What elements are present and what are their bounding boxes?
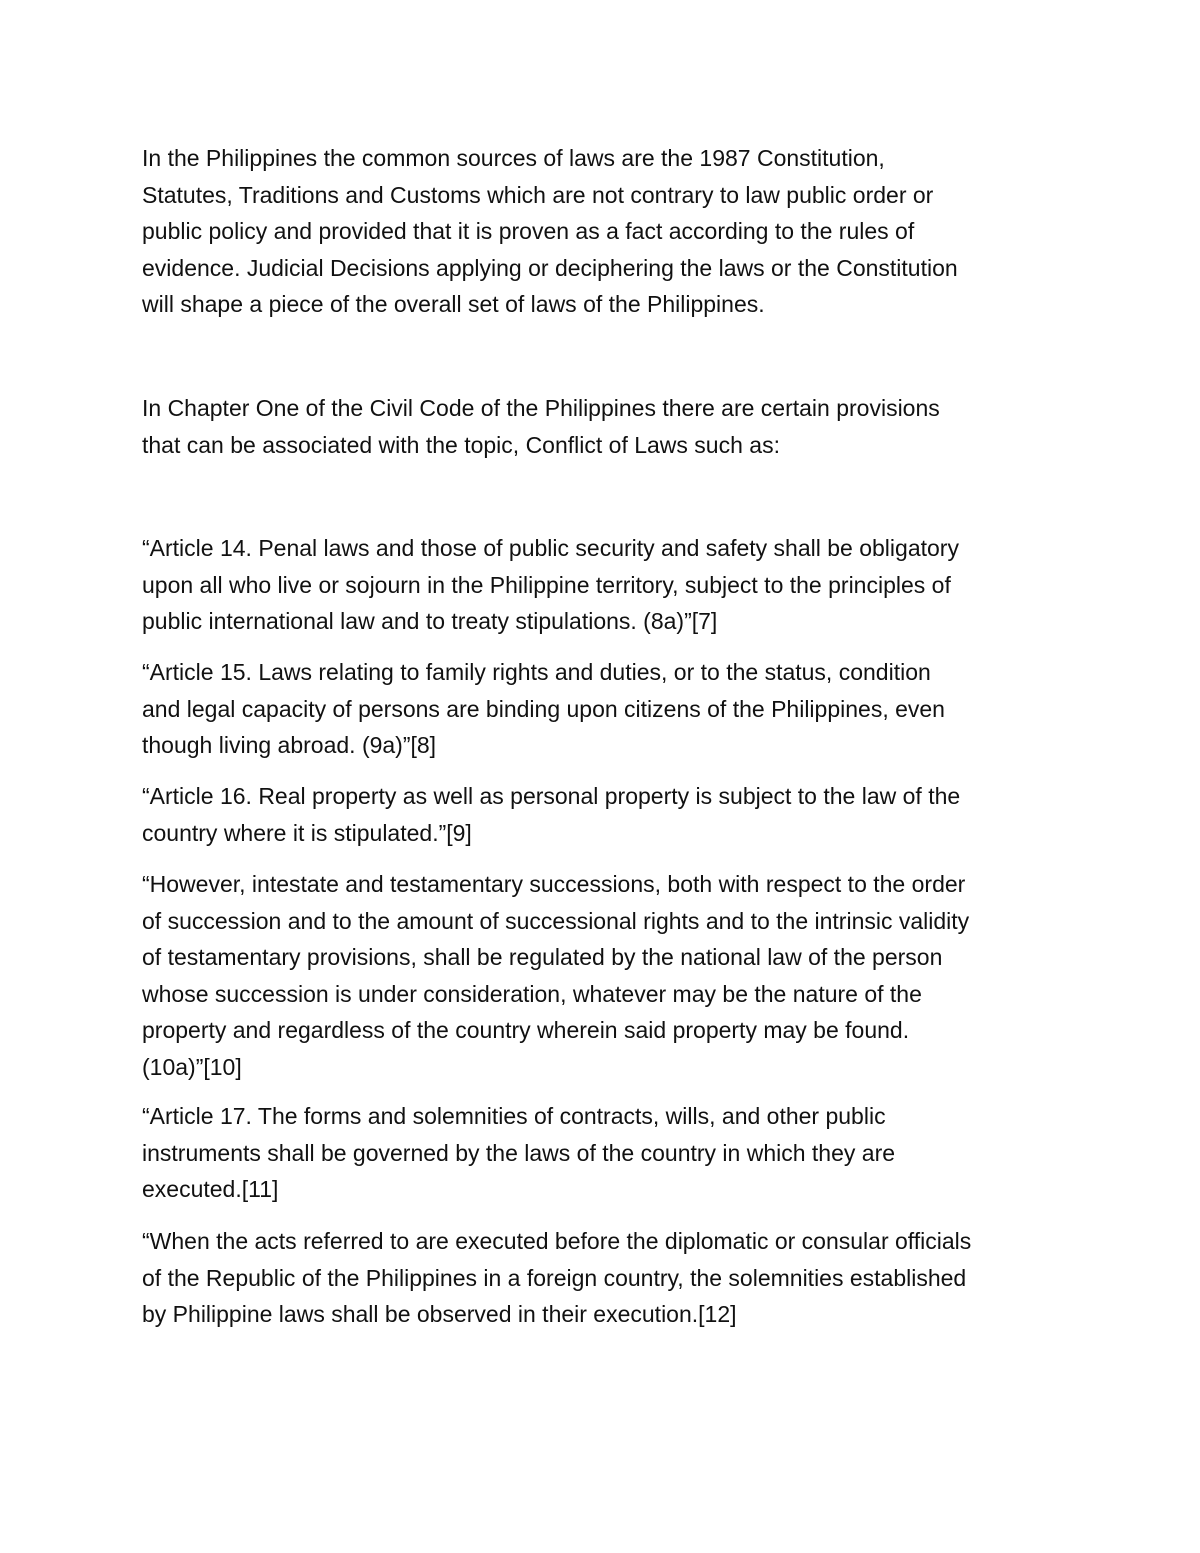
paragraph-article-15	[142, 654, 1072, 764]
text-line: of the Republic of the Philippines in a foreign country, the solemnities established	[142, 1264, 967, 1291]
text-line: upon all who live or sojourn in the Philippine territory, subject to the principles of	[142, 571, 951, 598]
text-line: of testamentary provisions, shall be regulated by the national law of the person	[142, 944, 943, 970]
text-line: will shape a piece of the overall set of laws of the Philippines.	[142, 291, 765, 317]
paragraph-chapter-one-intro	[142, 390, 1072, 463]
text-line: (10a)”[10]	[142, 1053, 242, 1080]
text-line: public international law and to treaty stipulations. (8a)”[7]	[142, 608, 718, 634]
text-line: instruments shall be governed by the laws of the country in which they are	[142, 1139, 896, 1166]
text-line: of succession and to the amount of successional rights and to the intrinsic validity	[142, 907, 970, 934]
text-line: country where it is stipulated.”[9]	[142, 819, 472, 846]
paragraph-sources-of-law	[142, 140, 1072, 323]
text-line: In Chapter One of the Civil Code of the Philippines there are certain provisions	[142, 395, 940, 421]
text-line: “However, intestate and testamentary successions, both with respect to the order	[142, 871, 966, 897]
paragraph-succession	[142, 866, 1072, 1085]
text-line: “Article 14. Penal laws and those of public security and safety shall be obligatory	[142, 535, 959, 561]
paragraph-article-16	[142, 778, 1072, 851]
text-line: property and regardless of the country wherein said property may be found.	[142, 1017, 910, 1043]
paragraph-article-14	[142, 530, 1072, 640]
text-line: whose succession is under consideration, whatever may be the nature of the	[142, 980, 922, 1007]
text-line: “Article 15. Laws relating to family rights and duties, or to the status, condition	[142, 659, 931, 685]
text-line: evidence. Judicial Decisions applying or deciphering the laws or the Constitution	[142, 254, 958, 281]
text-line: “When the acts referred to are executed before the diplomatic or consular officials	[142, 1228, 972, 1254]
text-line: In the Philippines the common sources of laws are the 1987 Constitution,	[142, 145, 885, 171]
text-line: “Article 16. Real property as well as personal property is subject to the law of the	[142, 783, 961, 809]
text-line: public policy and provided that it is proven as a fact according to the rules of	[142, 218, 915, 244]
text-line: and legal capacity of persons are binding upon citizens of the Philippines, even	[142, 695, 945, 722]
text-line: though living abroad. (9a)”[8]	[142, 732, 437, 758]
text-line: executed.[11]	[142, 1176, 279, 1202]
text-line: by Philippine laws shall be observed in their execution.[12]	[142, 1301, 737, 1327]
paragraph-article-17	[142, 1098, 1072, 1208]
text-line: that can be associated with the topic, Conflict of Laws such as:	[142, 431, 780, 458]
text-line: “Article 17. The forms and solemnities of contracts, wills, and other public	[142, 1103, 886, 1129]
paragraph-diplomatic-acts	[142, 1223, 1072, 1333]
text-line: Statutes, Traditions and Customs which are not contrary to law public order or	[142, 181, 934, 208]
